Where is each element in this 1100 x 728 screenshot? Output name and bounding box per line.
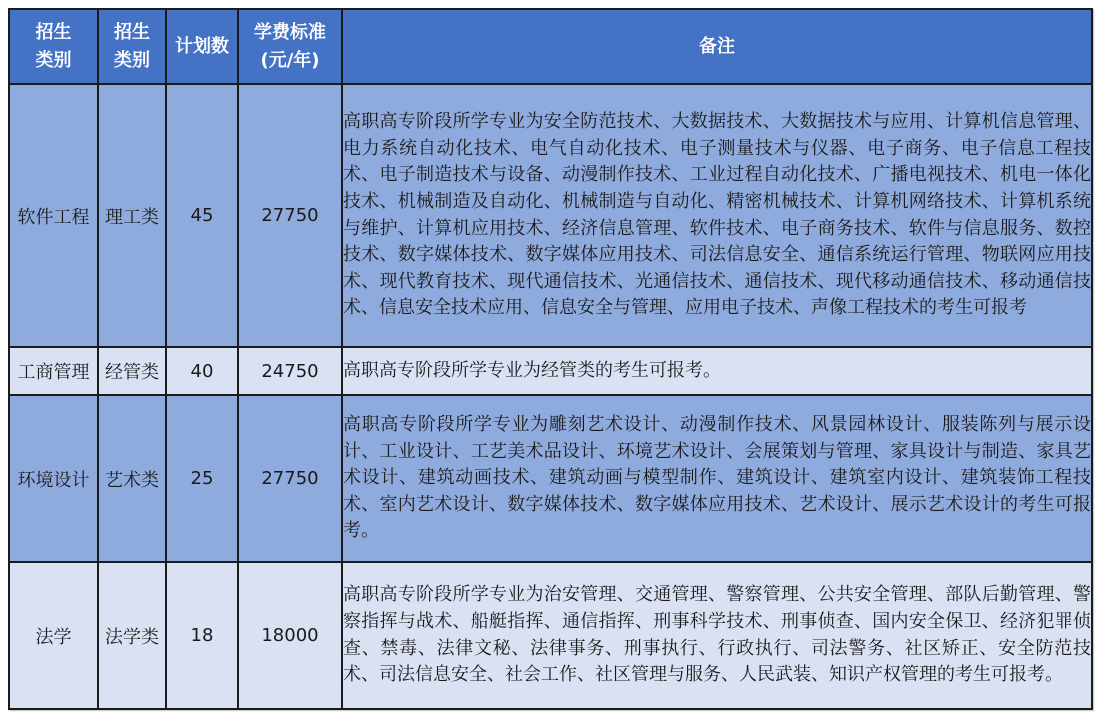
header-text: 招生	[35, 21, 72, 43]
cell-note: 高职高专阶段所学专业为治安管理、交通管理、警察管理、公共安全管理、部队后勤管理、警察指挥与战术、船艇指挥、通信指挥、刑事科学技术、刑事侦查、国内安全保卫、经济犯罪侦查、禁毒、法律文秘、法律事务、刑事执行、行政执行、司法警务、社区矫正、安全防范技术、司法信息安全、社会工作、社区管理与服务、人民武装、知识产权管理的考生可报考。	[342, 562, 1092, 709]
cell-tuition: 27750	[238, 84, 342, 347]
cell-tuition: 27750	[238, 395, 342, 562]
header-text: 计划数	[175, 35, 229, 57]
cell-tuition: 18000	[238, 562, 342, 709]
header-text: 备注	[699, 35, 735, 57]
cell-plan: 25	[166, 395, 238, 562]
table-row	[9, 395, 1092, 562]
table-row	[9, 562, 1092, 709]
cell-category: 法学类	[98, 562, 166, 709]
header-plan-count	[166, 9, 238, 84]
cell-note: 高职高专阶段所学专业为雕刻艺术设计、动漫制作技术、风景园林设计、服装陈列与展示设计、工业设计、工艺美术品设计、环境艺术设计、会展策划与管理、家具设计与制造、家具艺术设计、建筑动画技术、建筑动画与模型制作、建筑设计、建筑室内设计、建筑装饰工程技术、室内艺术设计、数字媒体技术、数字媒体应用技术、艺术设计、展示艺术设计的考生可报考。	[342, 395, 1092, 562]
cell-plan: 40	[166, 347, 238, 395]
header-text: 学费标准	[254, 21, 326, 43]
header-row	[9, 9, 1092, 84]
cell-category: 经管类	[98, 347, 166, 395]
header-subject-category	[98, 9, 166, 84]
cell-major: 软件工程	[9, 84, 98, 347]
cell-category: 理工类	[98, 84, 166, 347]
table-row	[9, 84, 1092, 347]
header-tuition	[238, 9, 342, 84]
cell-major: 法学	[9, 562, 98, 709]
cell-category: 艺术类	[98, 395, 166, 562]
admissions-table	[8, 8, 1093, 710]
cell-plan: 18	[166, 562, 238, 709]
header-text: 类别	[114, 49, 150, 71]
cell-major: 工商管理	[9, 347, 98, 395]
cell-note: 高职高专阶段所学专业为经管类的考生可报考。	[342, 347, 1092, 395]
header-text: (元/年)	[260, 49, 320, 71]
header-text: 类别	[35, 49, 72, 71]
cell-major: 环境设计	[9, 395, 98, 562]
cell-plan: 45	[166, 84, 238, 347]
cell-note: 高职高专阶段所学专业为安全防范技术、大数据技术、大数据技术与应用、计算机信息管理、电力系统自动化技术、电气自动化技术、电子测量技术与仪器、电子商务、电子信息工程技术、电子制造技术与设备、动漫制作技术、工业过程自动化技术、广播电视技术、机电一体化技术、机械制造及自动化、机械制造与自动化、精密机械技术、计算机网络技术、计算机系统与维护、计算机应用技术、经济信息管理、软件技术、电子商务技术、软件与信息服务、数控技术、数字媒体技术、数字媒体应用技术、司法信息安全、通信系统运行管理、物联网应用技术、现代教育技术、现代通信技术、光通信技术、通信技术、现代移动通信技术、移动通信技术、信息安全技术应用、信息安全与管理、应用电子技术、声像工程技术的考生可报考	[342, 84, 1092, 347]
table-row	[9, 347, 1092, 395]
cell-tuition: 24750	[238, 347, 342, 395]
header-text: 招生	[114, 21, 150, 43]
header-major-category	[9, 9, 98, 84]
header-notes	[342, 9, 1092, 84]
